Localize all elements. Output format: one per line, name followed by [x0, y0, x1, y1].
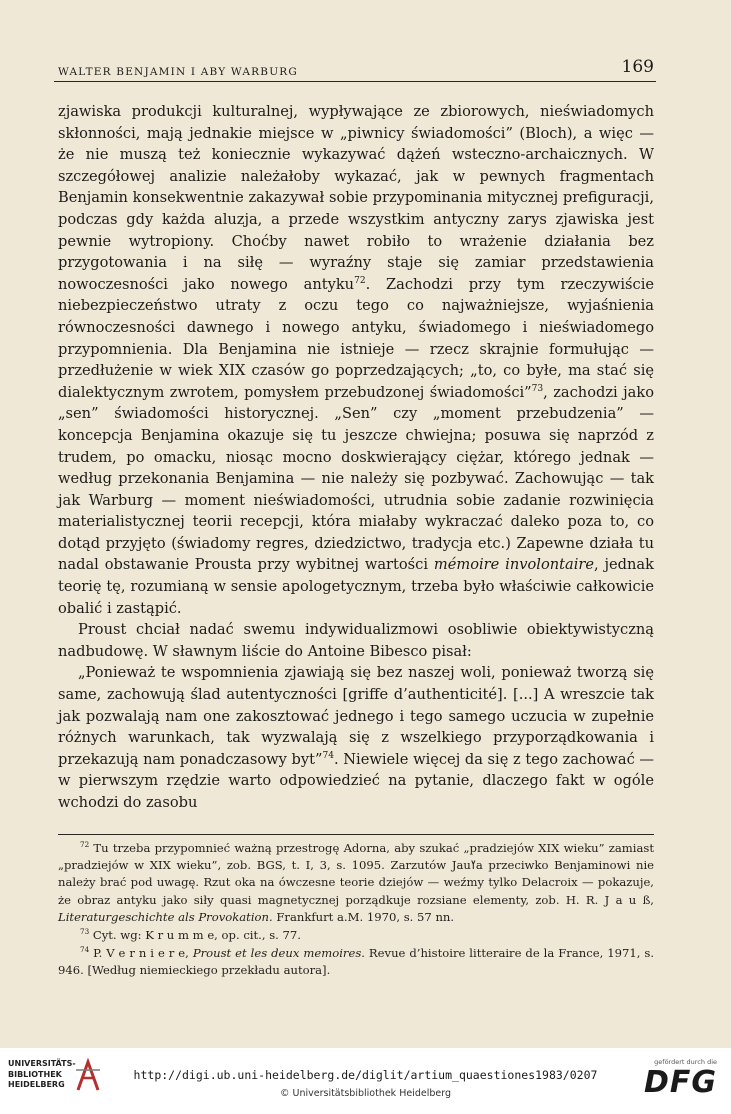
footnote-ref-72: 72: [354, 275, 366, 286]
footnotes: [58, 840, 654, 981]
paragraph-2: Proust chciał nadać swemu indywidualizmowi osobliwie obiektywistyczną nadbudowę. W sławnym liście do Antoine Bibesco pisał:: [58, 621, 654, 660]
permalink-url[interactable]: http://digi.ub.uni-heidelberg.de/diglit/artium_quaestiones1983/0207: [133, 1068, 598, 1082]
page-header: [58, 57, 658, 81]
page-number: 169: [621, 57, 654, 77]
body-text: [58, 101, 654, 814]
viewer-footer: [0, 1048, 731, 1114]
dfg-logo: DFG: [643, 1065, 717, 1100]
running-head: WALTER BENJAMIN I ABY WARBURG: [58, 66, 298, 78]
footnote-rule: [58, 834, 654, 835]
footnote-ref-73: 73: [531, 383, 544, 394]
italic-term: mémoire involontaire: [433, 556, 594, 574]
quotation-paragraph: „Ponieważ te wspomnienia zjawiają się bez naszej woli, ponieważ tworzą się same, zachowują ślad autentyczności [griffe d’authenticité]. [...] A wreszcie tak jak pozwalają nam one zakosztować jednego i tego samego uczucia w zupełnie różnych warunkach, tak wyzwalają się z wszelkiego przyporządkowania i przekazują nam ponadczasowy byt”$^{74}$. Niewiele więcej da się z tego zachować — w pierwszym rzędzie warto odpowiedzieć na pytanie, dlaczego fakt w ogóle wchodzi do zasobu: [58, 664, 654, 811]
dfg-tagline: gefördert durch die: [654, 1058, 717, 1066]
dfg-funding: [644, 1058, 717, 1098]
paragraph-1: zjawiska produkcji kulturalnej, wypływające ze zbiorowych, nieświadomych skłonności, mają jednakie miejsce w „piwnicy świadomości” (Bloch), a więc — że nie muszą też koniecznie wykazywać dążeń wsteczno-archaicznych. W szczegółowej analizie należałoby wykazać, jak w pewnych fragmentach Benjamin konsekwentnie zakazywał sobie przypominania mitycznej prefiguracji, podczas gdy każda aluzja, a przede wszystkim antyczny zarys zjawiska jest pewnie wytropiony. Choćby nawet robiło to wrażenie działania bez przygotowania i na siłę — wyraźny staje się zamiar przedstawienia nowoczesności jako nowego antyku$^{72}$. Zachodzi przy tym rzeczywiście niebezpieczeństwo utraty z oczu tego co najważniejsze, wyjaśnienia równoczesności dawnego i nowego antyku, świadomego i nieświadomego przypomnienia. Dla Benjamina nie istnieje — rzecz skrajnie formułując — przedłużenie w wiek XIX czasów go poprzedzających; „to, co byłe, ma stać się dialektycznym zwrotem, pomysłem przebudzonej świadomości”$^{73}$, zachodzi jako „sen” świadomości historycznej. „Sen” czy „moment przebudzenia” — koncepcja Benjamina okazuje się tu jeszcze chwiejna; posuwa się naprzód z trudem, po omacku, niosąc mocno doskwierający ciężar, którego jednak — według przekonania Benjamina — nie należy się pozbywać. Zachowując — tak jak Warburg — moment nieświadomości, utrudnia sobie zadanie rozwinięcia materialistycznej teorii recepcji, która miałaby wykraczać daleko poza to, co dotąd przyjęto (świadomy regres, dziedzictwo, tradycja etc.) Zapewne działa tu nadal obstawanie Prousta przy wybitnej wartości mémoire involontaire, jednak teorię tę, rozumianą w sensie apologetycznym, trzeba było właściwie całkowicie obalić i zastąpić.: [58, 103, 654, 617]
footnote-73: $^{73}$ Cyt. wg: K r u m m e, op. cit., s. 77.: [80, 927, 301, 943]
footnote-74: $^{74}$ P. V e r n i e r e, Proust et les deux memoires. Revue d’histoire litteraire de la France, 1971, s. 946. [Według niemieckiego przekładu autora].: [58, 945, 655, 978]
copyright-notice: © Universitätsbibliothek Heidelberg: [279, 1088, 451, 1099]
header-rule: [54, 81, 656, 82]
library-name: UNIVERSITÄTS- BIBLIOTHEK HEIDELBERG: [8, 1059, 76, 1089]
footnote-ref-74: 74: [322, 750, 334, 761]
footnote-72: $^{72}$ Tu trzeba przypomnieć ważną przestrogę Adorna, aby szukać „pradziejów XIX wieku” zamiast „pradziejów w XIX wieku”, zob. BGS, t. I, 3, s. 1095. Zarzutów Jauߌa przeciwko Benjaminowi nie należy brać pod uwagę. Rzut oka na ówczesne teorie dziejów — weźmy tylko Delacroix — pokazuje, że obraz antyku jako siły quasi magnetycznej porządkuje rozsiane elementy, zob. H. R. J a u ß, Literaturgeschichte als Provokation. Frankfurt a.M. 1970, s. 57 nn.: [58, 840, 655, 924]
